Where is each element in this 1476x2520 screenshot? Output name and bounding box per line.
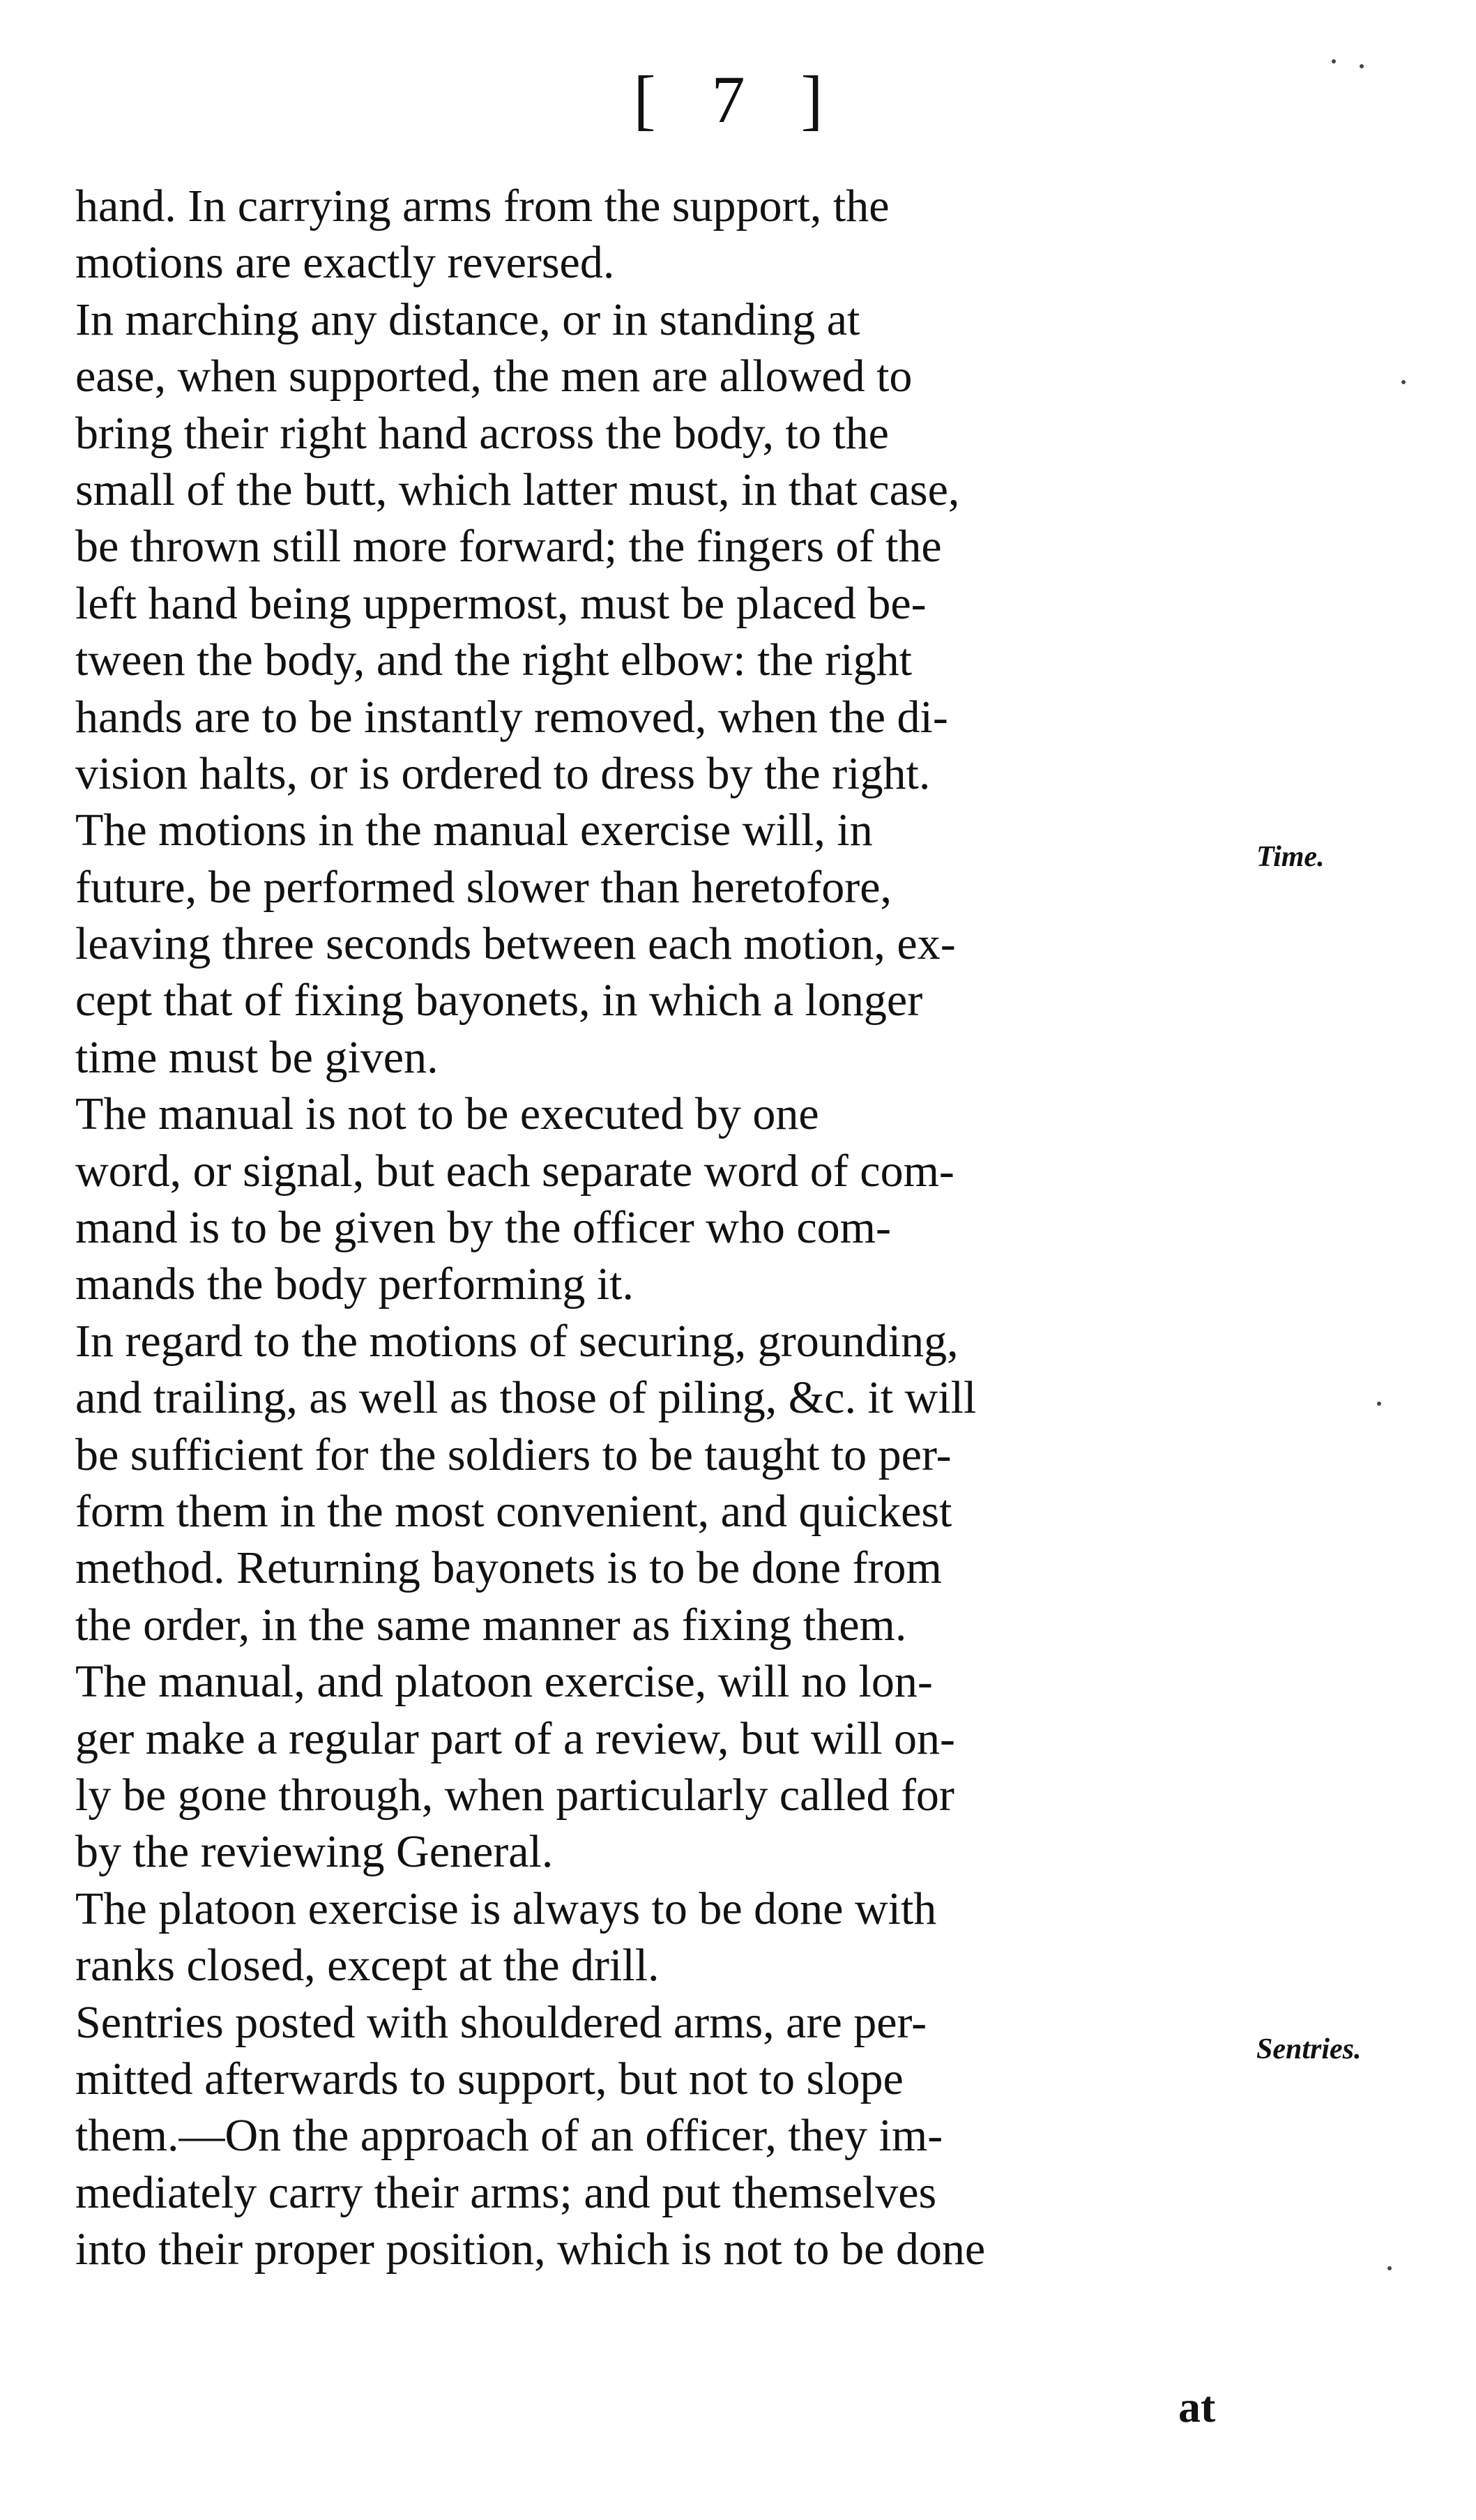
- margin-note-time: Time.: [1256, 841, 1325, 873]
- text-line: hands are to be instantly removed, when the di-: [75, 691, 948, 743]
- text-line: The manual, and platoon exercise, will no lon-: [75, 1656, 933, 1708]
- text-line: ger make a regular part of a review, but will on-: [75, 1713, 956, 1764]
- text-line: mitted afterwards to support, but not to slope: [75, 2053, 904, 2104]
- print-speck: [1387, 2266, 1392, 2270]
- catchword: at: [1178, 2382, 1216, 2431]
- print-speck: [1401, 380, 1406, 384]
- text-line: future, be performed slower than heretofore,: [75, 861, 892, 913]
- text-line: the order, in the same manner as fixing them.: [75, 1599, 907, 1650]
- text-line: vision halts, or is ordered to dress by the right.: [75, 747, 931, 799]
- text-line: bring their right hand across the body, to the: [75, 407, 889, 459]
- text-line: ease, when supported, the men are allowed to: [75, 351, 913, 402]
- print-speck: [1360, 64, 1364, 68]
- text-line: left hand being uppermost, must be placed be-: [75, 577, 927, 629]
- text-line: mediately carry their arms; and put themselves: [75, 2166, 937, 2218]
- text-line: tween the body, and the right elbow: the right: [75, 635, 912, 686]
- text-line: Sentries posted with shouldered arms, are per-: [75, 1996, 927, 2048]
- text-line: The motions in the manual exercise will, in: [75, 805, 873, 856]
- text-line: form them in the most convenient, and quickest: [75, 1485, 952, 1537]
- text-line: time must be given.: [75, 1031, 439, 1083]
- text-line: The manual is not to be executed by one: [75, 1088, 819, 1140]
- text-line: small of the butt, which latter must, in that case,: [75, 464, 960, 515]
- text-line: In marching any distance, or in standing at: [75, 294, 860, 345]
- text-line: them.—On the approach of an officer, they im-: [75, 2110, 943, 2162]
- text-line: be thrown still more forward; the fingers of the: [75, 521, 942, 572]
- text-line: be sufficient for the soldiers to be taught to per-: [75, 1429, 952, 1480]
- text-line: ranks closed, except at the drill.: [75, 1940, 660, 1991]
- print-speck: [1377, 1402, 1381, 1406]
- print-speck: [1332, 59, 1336, 63]
- text-line: ly be gone through, when particularly called for: [75, 1769, 954, 1821]
- text-line: word, or signal, but each separate word of com-: [75, 1145, 954, 1197]
- text-line: The platoon exercise is always to be done with: [75, 1883, 937, 1934]
- text-line: and trailing, as well as those of piling, &c. it will: [75, 1372, 977, 1424]
- text-line: motions are exactly reversed.: [75, 237, 615, 289]
- text-line: into their proper position, which is not to be done: [75, 2224, 986, 2275]
- text-line: leaving three seconds between each motion, ex-: [75, 918, 956, 970]
- text-line: cept that of fixing bayonets, in which a longer: [75, 975, 923, 1026]
- text-line: hand. In carrying arms from the support, the: [75, 181, 890, 231]
- margin-note-sentries: Sentries.: [1256, 2033, 1362, 2065]
- text-line: In regard to the motions of securing, grounding,: [75, 1315, 959, 1367]
- text-line: mand is to be given by the officer who com-: [75, 1202, 891, 1254]
- page-number: [ 7 ]: [633, 62, 843, 137]
- text-line: method. Returning bayonets is to be done from: [75, 1542, 942, 1594]
- text-line: by the reviewing General.: [75, 1826, 554, 1878]
- text-line: mands the body performing it.: [75, 1259, 634, 1310]
- body-text: [75, 178, 1236, 2277]
